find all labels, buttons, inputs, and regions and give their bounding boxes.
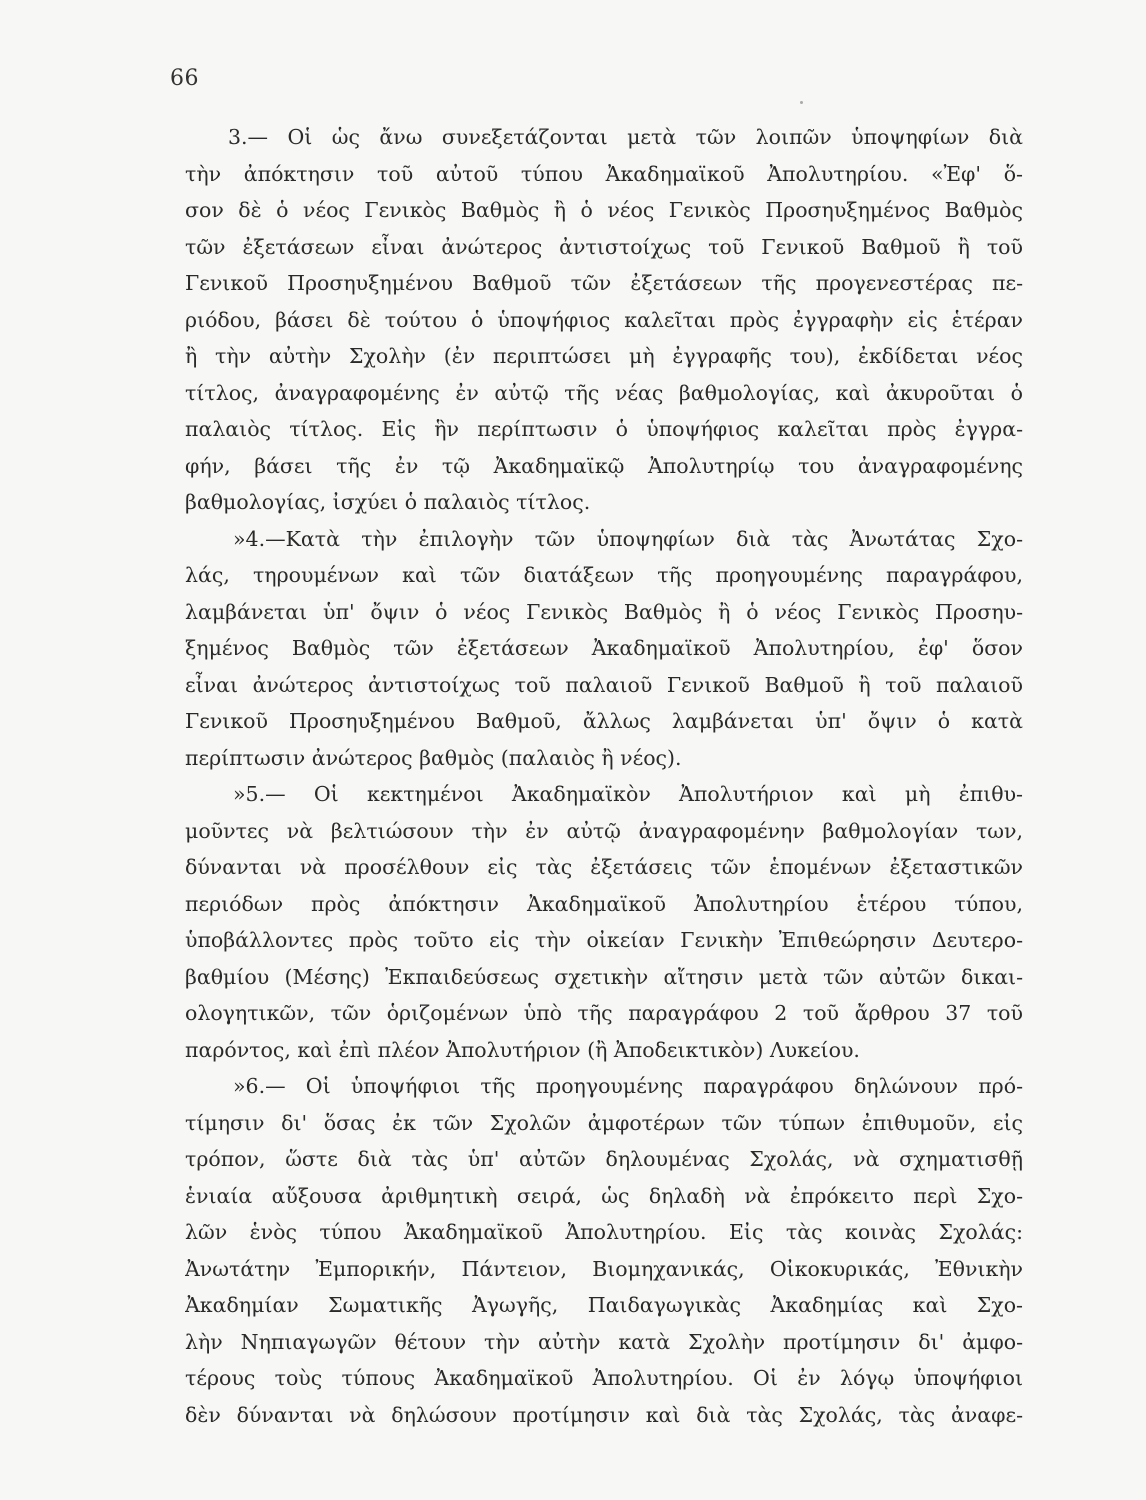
paragraph-5 — [185, 776, 1023, 1068]
paper-speck — [800, 101, 803, 104]
text-line: μοῦντες νὰ βελτιώσουν τὴν ἐν αὐτῷ ἀναγραφομένην βαθμολογίαν των, — [185, 818, 1023, 843]
body-text — [185, 119, 1023, 1433]
text-line: παρόντος, καὶ ἐπὶ πλέον Ἀπολυτήριον (ἢ Ἀποδεικτικὸν) Λυκείου. — [185, 1037, 860, 1062]
text-line: τὴν ἀπόκτησιν τοῦ αὐτοῦ τύπου Ἀκαδημαϊκοῦ Ἀπολυτηρίου. «Ἐφ' ὅ- — [185, 161, 1023, 186]
text-line: βαθμίου (Μέσης) Ἐκπαιδεύσεως σχετικὴν αἴτησιν μετὰ τῶν αὐτῶν δικαι- — [185, 964, 1023, 989]
text-line: 3.— Οἱ ὡς ἄνω συνεξετάζονται μετὰ τῶν λοιπῶν ὑποψηφίων διὰ — [228, 125, 1023, 149]
text-line: σον δὲ ὁ νέος Γενικὸς Βαθμὸς ἢ ὁ νέος Γενικὸς Προσηυξημένος Βαθμὸς — [185, 198, 1023, 222]
paragraph-4 — [185, 521, 1023, 777]
text-line: παλαιὸς τίτλος. Εἰς ἣν περίπτωσιν ὁ ὑποψήφιος καλεῖται πρὸς ἐγγρα- — [185, 417, 1023, 441]
text-line: τίτλος, ἀναγραφομένης ἐν αὐτῷ τῆς νέας βαθμολογίας, καὶ ἀκυροῦται ὁ — [185, 380, 1023, 405]
text-line: λαμβάνεται ὑπ' ὄψιν ὁ νέος Γενικὸς Βαθμὸς ἢ ὁ νέος Γενικὸς Προσηυ- — [185, 599, 1023, 624]
text-line: εἶναι ἀνώτερος ἀντιστοίχως τοῦ παλαιοῦ Γενικοῦ Βαθμοῦ ἢ τοῦ παλαιοῦ — [185, 672, 1023, 697]
page-number: 66 — [170, 66, 199, 91]
text-line: »4.—Κατὰ τὴν ἐπιλογὴν τῶν ὑποψηφίων διὰ τὰς Ἀνωτάτας Σχο- — [233, 526, 1023, 551]
text-line: περιόδων πρὸς ἀπόκτησιν Ἀκαδημαϊκοῦ Ἀπολυτηρίου ἑτέρου τύπου, — [185, 891, 1023, 916]
text-line: δὲν δύνανται νὰ δηλώσουν προτίμησιν καὶ διὰ τὰς Σχολάς, τὰς ἀναφε- — [185, 1402, 1023, 1427]
text-line: βαθμολογίας, ἰσχύει ὁ παλαιὸς τίτλος. — [185, 490, 591, 514]
text-line: Ἀνωτάτην Ἐμπορικήν, Πάντειον, Βιομηχανικάς, Οἰκοκυρικάς, Ἐθνικὴν — [185, 1256, 1023, 1281]
paragraph-6 — [185, 1068, 1023, 1433]
paragraph-3 — [185, 119, 1023, 521]
text-line: Γενικοῦ Προσηυξημένου Βαθμοῦ, ἄλλως λαμβάνεται ὑπ' ὄψιν ὁ κατὰ — [185, 709, 1023, 733]
text-line: »5.— Οἱ κεκτημένοι Ἀκαδημαϊκὸν Ἀπολυτήριον καὶ μὴ ἐπιθυ- — [233, 782, 1023, 806]
text-line: τρόπον, ὥστε διὰ τὰς ὑπ' αὐτῶν δηλουμένας Σχολάς, νὰ σχηματισθῇ — [185, 1147, 1023, 1171]
text-line: φήν, βάσει τῆς ἐν τῷ Ἀκαδημαϊκῷ Ἀπολυτηρίῳ του ἀναγραφομένης — [185, 453, 1023, 478]
text-line: »6.— Οἱ ὑποψήφιοι τῆς προηγουμένης παραγράφου δηλώνουν πρό- — [233, 1074, 1023, 1098]
text-line: ολογητικῶν, τῶν ὁριζομένων ὑπὸ τῆς παραγράφου 2 τοῦ ἄρθρου 37 τοῦ — [185, 1001, 1023, 1025]
text-line: τῶν ἐξετάσεων εἶναι ἀνώτερος ἀντιστοίχως τοῦ Γενικοῦ Βαθμοῦ ἢ τοῦ — [185, 234, 1023, 259]
text-line: ὑποβάλλοντες πρὸς τοῦτο εἰς τὴν οἰκείαν Γενικὴν Ἐπιθεώρησιν Δευτερο- — [185, 928, 1023, 952]
text-line: δύνανται νὰ προσέλθουν εἰς τὰς ἐξετάσεις τῶν ἑπομένων ἐξεταστικῶν — [185, 855, 1023, 879]
text-line: Ἀκαδημίαν Σωματικῆς Ἀγωγῆς, Παιδαγωγικὰς Ἀκαδημίας καὶ Σχο- — [185, 1293, 1023, 1317]
text-line: Γενικοῦ Προσηυξημένου Βαθμοῦ τῶν ἐξετάσεων τῆς προγενεστέρας πε- — [185, 271, 1023, 295]
text-line: ἑνιαία αὔξουσα ἀριθμητικὴ σειρά, ὡς δηλαδὴ νὰ ἐπρόκειτο περὶ Σχο- — [185, 1183, 1023, 1208]
text-line: ἢ τὴν αὐτὴν Σχολὴν (ἐν περιπτώσει μὴ ἐγγραφῆς του), ἐκδίδεται νέος — [185, 344, 1023, 368]
text-line: περίπτωσιν ἀνώτερος βαθμὸς (παλαιὸς ἢ νέος). — [185, 745, 682, 770]
text-line: ξημένος Βαθμὸς τῶν ἐξετάσεων Ἀκαδημαϊκοῦ Ἀπολυτηρίου, ἐφ' ὅσον — [185, 636, 1023, 660]
text-line: λάς, τηρουμένων καὶ τῶν διατάξεων τῆς προηγουμένης παραγράφου, — [185, 563, 1023, 587]
text-line: τέρους τοὺς τύπους Ἀκαδημαϊκοῦ Ἀπολυτηρίου. Οἱ ἐν λόγῳ ὑποψήφιοι — [185, 1366, 1023, 1390]
text-line: τίμησιν δι' ὅσας ἐκ τῶν Σχολῶν ἀμφοτέρων τῶν τύπων ἐπιθυμοῦν, εἰς — [185, 1110, 1023, 1135]
text-line: λὴν Νηπιαγωγῶν θέτουν τὴν αὐτὴν κατὰ Σχολὴν προτίμησιν δι' ἀμφο- — [185, 1329, 1023, 1354]
text-line: λῶν ἑνὸς τύπου Ἀκαδημαϊκοῦ Ἀπολυτηρίου. Εἰς τὰς κοινὰς Σχολάς: — [185, 1220, 1023, 1244]
text-line: ριόδου, βάσει δὲ τούτου ὁ ὑποψήφιος καλεῖται πρὸς ἐγγραφὴν εἰς ἑτέραν — [185, 307, 1023, 332]
